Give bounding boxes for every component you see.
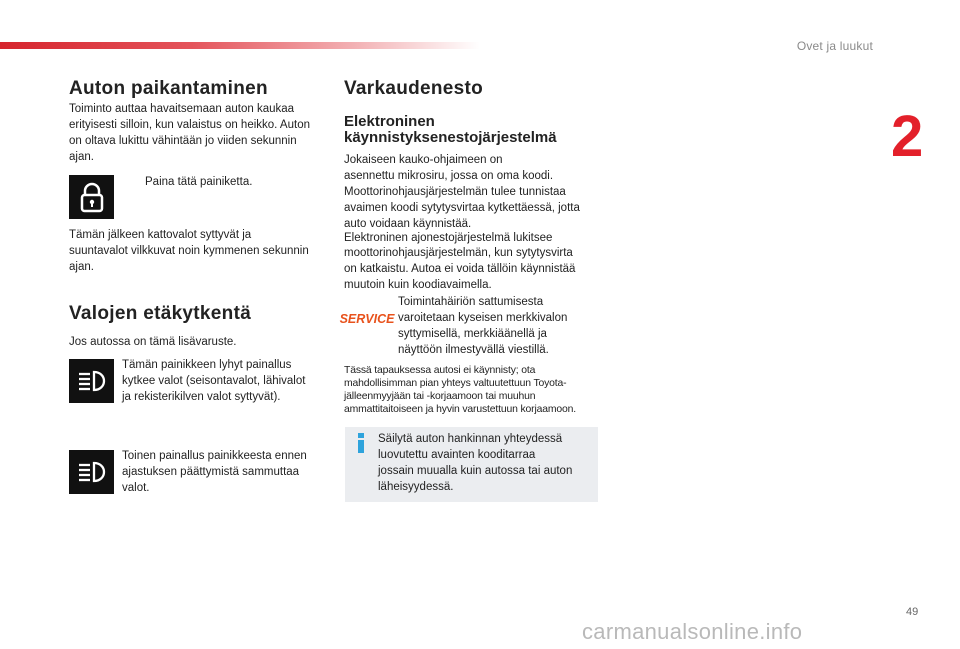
text-line: ajan. xyxy=(69,151,94,163)
text-line: Tässä tapauksessa autosi ei käynnisty; ota xyxy=(344,365,536,376)
text-line: Jokaiseen kauko-ohjaimeen on xyxy=(344,154,503,166)
text-line: Tämän jälkeen kattovalot syttyvät ja xyxy=(69,229,252,241)
text-line: Elektroninen ajonestojärjestelmä lukitsee xyxy=(344,232,553,244)
lock-icon xyxy=(79,182,105,212)
header-accent-bar xyxy=(0,42,480,49)
text-line: jossain muualla kuin autossa tai auton xyxy=(378,465,573,477)
text-line: on oltava lukittu vähintään jo viiden sekunnin xyxy=(69,135,297,147)
section-title-anti-theft: Varkaudenesto xyxy=(344,78,484,99)
text-line: moottorinohjausjärjestelmän, kun sytytysvirta xyxy=(344,247,573,259)
step-text: Paina tätä painiketta. xyxy=(145,176,253,188)
chapter-title: Ovet ja luukut xyxy=(796,39,873,53)
page-number: 49 xyxy=(906,606,919,618)
text-line: ja rekisterikilven valot syttyvät). xyxy=(122,391,281,403)
service-icon xyxy=(339,310,395,326)
text-line: erityisesti silloin, kun valaistus on heikko. Auton xyxy=(69,119,310,131)
subtitle-line-2: käynnistyksenestojärjestelmä xyxy=(344,129,557,146)
headlight-button-image-2 xyxy=(69,450,114,494)
text-line: syttymisellä, merkkiäänellä ja xyxy=(398,328,547,340)
info-icon xyxy=(354,433,368,453)
headlight-icon xyxy=(76,369,108,393)
text-line: mahdollisimman pian yhteys valtuutettuun Toyota- xyxy=(344,378,567,389)
text-line: ammattitaitoiseen ja hyvin varustettuun korjaamoon. xyxy=(344,404,577,415)
text-line: ajastuksen päättymistä sammuttaa xyxy=(122,466,300,478)
text-line: asennettu mikrosiru, jossa on oma koodi. xyxy=(344,170,554,182)
text-line: ajan. xyxy=(69,261,94,273)
section-title-remote-lights: Valojen etäkytkentä xyxy=(69,303,252,324)
text-line: näyttöön ilmestyvällä viestillä. xyxy=(398,344,549,356)
section-title-locating: Auton paikantaminen xyxy=(69,78,268,99)
text-line: muutoin kuin koodiavaimella. xyxy=(344,279,492,291)
headlight-button-image xyxy=(69,359,114,403)
text-line: jälleenmyyjään tai -korjaamoon tai muuhun xyxy=(344,391,536,402)
text-line: Säilytä auton hankinnan yhteydessä xyxy=(378,433,563,445)
service-warning-icon xyxy=(339,308,395,328)
headlight-icon xyxy=(76,460,108,484)
text-line: Tämän painikkeen lyhyt painallus xyxy=(122,359,292,371)
text-line: läheisyydessä. xyxy=(378,481,454,493)
subtitle-line-1: Elektroninen xyxy=(344,113,435,130)
text-line: Toinen painallus painikkeesta ennen xyxy=(122,450,307,462)
chapter-number: 2 xyxy=(891,104,924,169)
text-line: kytkee valot (seisontavalot, lähivalot xyxy=(122,375,306,387)
text-line: auto voidaan käynnistää. xyxy=(344,218,472,230)
service-label: SERVICE xyxy=(339,312,395,326)
text-line: varoitetaan kyseisen merkkivalon xyxy=(398,312,568,324)
text-line: suuntavalot vilkkuvat noin kymmenen sekunnin xyxy=(69,245,309,257)
text-line: on katkaistu. Autoa ei voida tällöin käynnistää xyxy=(344,263,576,275)
lock-button-image xyxy=(69,175,114,219)
remote-lights-intro: Jos autossa on tämä lisävaruste. xyxy=(69,336,237,348)
text-line: Toimintahäiriön sattumisesta xyxy=(398,296,544,308)
text-line: Moottorinohjausjärjestelmän tulee tunnistaa xyxy=(344,186,566,198)
text-line: avaimen koodi sytytysvirtaa kytkettäessä, jotta xyxy=(344,202,580,214)
text-line: luovutettu avainten kooditarraa xyxy=(378,449,536,461)
text-line: Toiminto auttaa havaitsemaan auton kaukaa xyxy=(69,103,295,115)
watermark: carmanualsonline.info xyxy=(582,619,803,644)
text-line: valot. xyxy=(122,482,150,494)
